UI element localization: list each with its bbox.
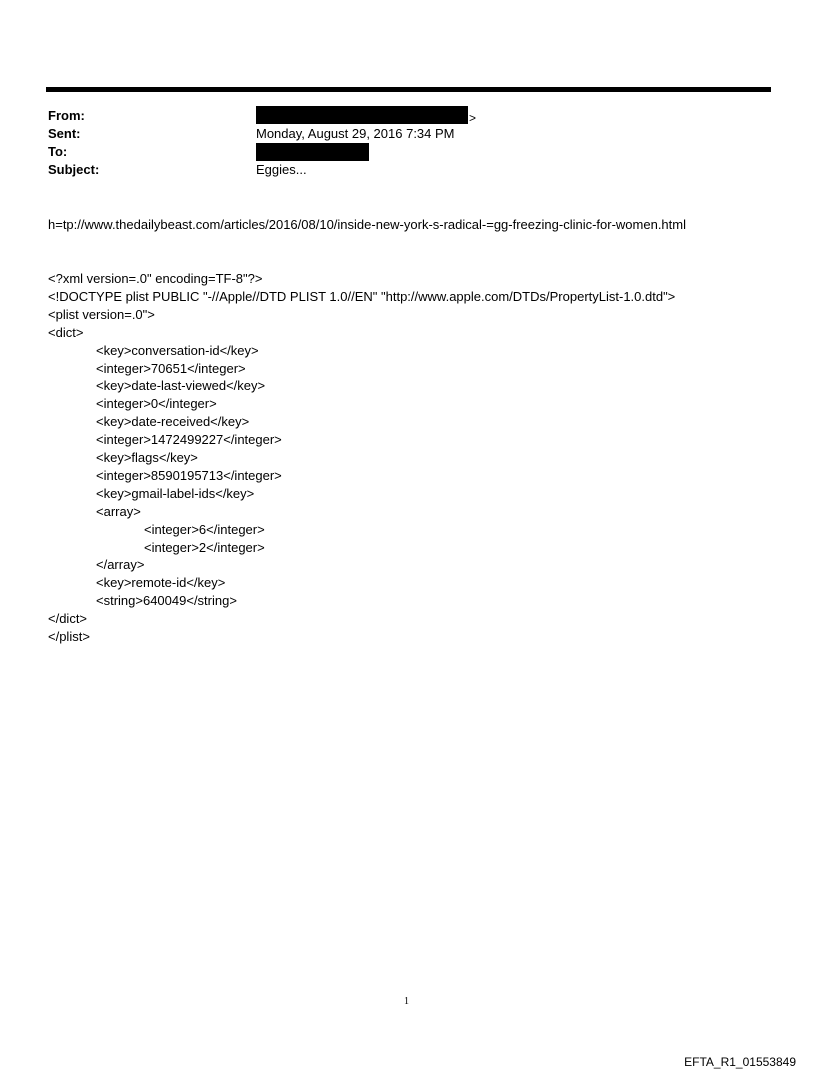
xml-line: <key>flags</key> xyxy=(96,450,198,465)
xml-line: <integer>8590195713</integer> xyxy=(96,468,282,483)
xml-line: <plist version=.0"> xyxy=(48,307,155,322)
xml-line: <key>remote-id</key> xyxy=(96,575,226,590)
header-rule xyxy=(46,87,771,92)
document-id: EFTA_R1_01553849 xyxy=(684,1055,796,1069)
xml-line: </dict> xyxy=(48,611,88,626)
article-url: h=tp://www.thedailybeast.com/articles/2016/08/10/inside-new-york-s-radical-=gg-freezing-clinic-for-women.html xyxy=(48,217,686,232)
xml-line: <key>date-last-viewed</key> xyxy=(96,378,266,393)
xml-line: <array> xyxy=(96,504,141,519)
from-label: From: xyxy=(48,108,85,123)
xml-line: <key>gmail-label-ids</key> xyxy=(96,486,255,501)
xml-line: <!DOCTYPE plist PUBLIC "-//Apple//DTD PLIST 1.0//EN" "http://www.apple.com/DTDs/PropertyList-1.0.dtd"> xyxy=(48,289,676,304)
page-number: 1 xyxy=(404,996,409,1007)
xml-line: <integer>1472499227</integer> xyxy=(96,432,282,447)
xml-line: <integer>70651</integer> xyxy=(96,361,246,376)
from-redaction xyxy=(256,106,468,124)
xml-line: </array> xyxy=(96,557,145,572)
xml-line: </plist> xyxy=(48,629,90,644)
to-redaction xyxy=(256,143,369,161)
subject-value: Eggies... xyxy=(256,162,307,177)
sent-value: Monday, August 29, 2016 7:34 PM xyxy=(256,126,455,141)
xml-line: <dict> xyxy=(48,325,84,340)
sent-label: Sent: xyxy=(48,126,81,141)
xml-line: <key>conversation-id</key> xyxy=(96,343,259,358)
xml-line: <string>640049</string> xyxy=(96,593,237,608)
subject-label: Subject: xyxy=(48,162,100,177)
xml-line: <integer>6</integer> xyxy=(144,522,265,537)
to-label: To: xyxy=(48,144,68,159)
xml-line: <integer>0</integer> xyxy=(96,396,217,411)
xml-line: <key>date-received</key> xyxy=(96,414,250,429)
from-suffix: > xyxy=(469,111,477,125)
xml-line: <?xml version=.0" encoding=TF-8"?> xyxy=(48,271,263,286)
xml-line: <integer>2</integer> xyxy=(144,540,265,555)
